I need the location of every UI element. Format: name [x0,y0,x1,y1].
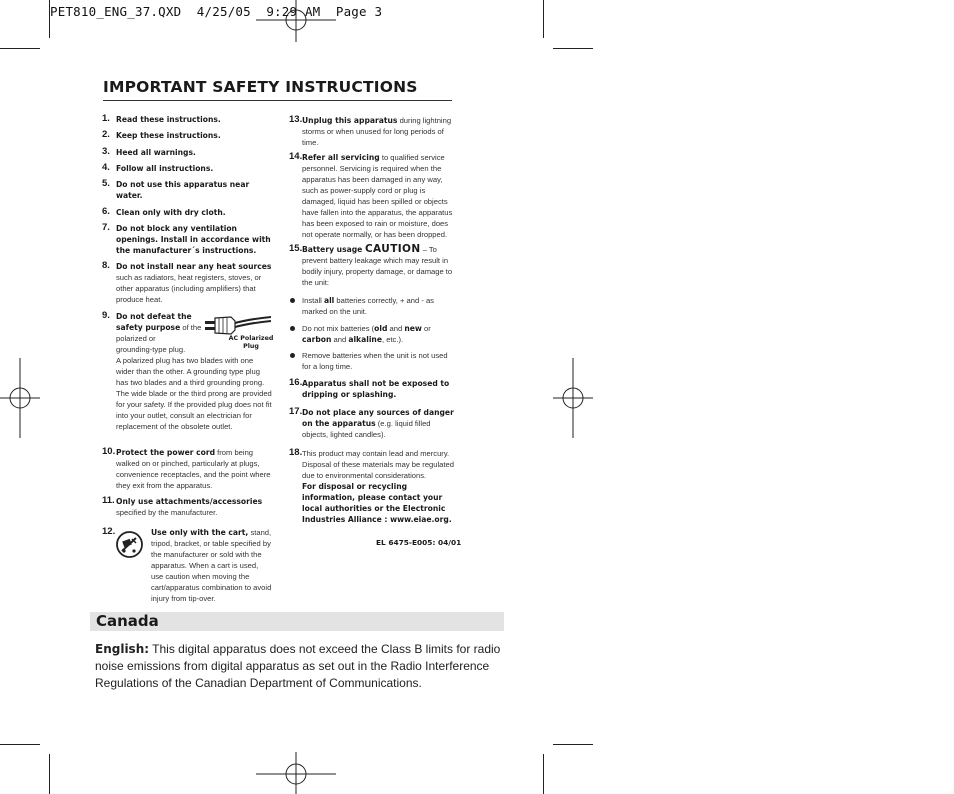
bullet-text-bold: carbon [302,335,332,344]
notice-text: This digital apparatus does not exceed the Class B limits for radio noise emissions from digital apparatus as set out in the Radio Interference Regulations of the Canadian Department of Communications. [95,642,501,690]
crop-mark [553,744,593,745]
item-text: This product may contain lead and mercury. Disposal of these materials may be regulated due to environmental considerations. [302,449,454,480]
item-number: 14. [289,151,303,162]
plug-icon [205,313,271,337]
crop-mark [49,0,50,38]
bullet-text-bold: alkaline [348,335,382,344]
instruction-item [102,129,272,141]
item-text: of the [180,323,202,332]
item-number: 17. [289,406,303,417]
title-rule [103,100,452,101]
instruction-item [102,113,272,125]
registration-mark-icon [256,752,336,794]
plug-label: AC Polarized Plug [228,335,274,350]
item-number: 10. [102,446,116,457]
instruction-item [102,446,272,491]
caution-label: CAUTION [364,243,421,255]
bullet-text: and [387,324,405,333]
item-text-bold: Refer all servicing [302,153,380,162]
instruction-item [102,495,272,518]
item-text-bold: Do not defeat the [116,312,192,321]
item-text: Clean only with dry cloth. [116,208,226,217]
canada-notice [95,641,505,692]
page-title: IMPORTANT SAFETY INSTRUCTIONS [103,78,418,96]
item-number: 12. [102,526,116,537]
item-number: 4. [102,162,110,173]
item-text: such as radiators, heat registers, stoves, or other apparatus (including amplifiers) that produce heat. [116,273,262,304]
item-text-bold: Battery usage [302,245,365,254]
item-number: 16. [289,377,303,388]
bullet-icon [290,353,295,358]
bullet-text-bold: all [323,296,335,305]
item-number: 9. [102,310,110,321]
bullet-text: Remove batteries when the unit is not used for a long time. [302,351,448,371]
item-text: (e.g. liquid filled objects, lighted candles). [302,419,431,439]
item-text: specified by the manufacturer. [116,508,218,517]
instruction-item [102,260,272,305]
section-title: Canada [96,612,159,630]
notice-lead: English: [95,642,150,656]
item-text: Read these instructions. [116,115,221,124]
crop-mark [0,48,40,49]
instruction-item [102,162,272,174]
item-text: Heed all warnings. [116,148,196,157]
item-text: Follow all instructions. [116,164,214,173]
item-text: grounding-type plug. [116,345,186,354]
bullet-text: Do not mix batteries ( [302,324,375,333]
instruction-item [289,377,458,400]
bullet-text: and [331,335,349,344]
item-text-bold: Use only with the cart, [151,528,249,537]
item-number: 13. [289,114,303,125]
instruction-item [289,151,458,240]
item-text-bold: Unplug this apparatus [302,116,398,125]
item-text: – To prevent battery leakage which may result in bodily injury, property damage, or damage to the unit: [302,245,453,287]
item-text: stand, tripod, bracket, or table specified by the manufacturer or sold with the apparatus. When a cart is used, use caution when moving the cart/apparatus combination to avoid injury from tip-over. [151,528,272,603]
item-text-bold: safety purpose [116,323,181,332]
bullet-icon [290,326,295,331]
item-text: from being walked on or pinched, particularly at plugs, convenience receptacles, and the point where they exit from the apparatus. [116,448,271,490]
crop-mark [49,754,50,794]
item-number: 1. [102,113,110,124]
item-number: 7. [102,222,110,233]
item-text: during lightning storms or when unused for long periods of time. [302,116,452,147]
item-number: 2. [102,129,110,140]
registration-mark-icon [0,358,40,438]
item-number: 3. [102,146,110,157]
instruction-item [289,447,458,525]
instruction-item-text [151,527,272,604]
instruction-item [289,243,458,288]
crop-mark [543,0,544,38]
item-text-bold: Protect the power cord [116,448,216,457]
cart-tipover-icon [116,531,143,558]
instruction-item [289,406,458,440]
item-text-bold: For disposal or recycling information, please contact your local authorities or the Electronic Industries Alliance : www.eiae.org. [302,482,452,524]
bullet-item [302,295,458,317]
item-text-bold: Do not place any sources of danger on the apparatus [302,408,454,428]
bullet-text-bold: new [404,324,422,333]
item-number: 11. [102,495,115,506]
registration-mark-icon [553,358,593,438]
bullet-text: batteries correctly, + and - as marked on the unit. [302,296,434,316]
instruction-item [102,206,272,218]
bullet-item [302,350,458,372]
item-number: 8. [102,260,110,271]
item-number: 5. [102,178,110,189]
item-text: A polarized plug has two blades with one wider than the other. A grounding type plug has two blades and a third grounding prong. The wide blade or the third prong are provided for your safety. If the provided plug does not fit into your outlet, consult an electrician for replacement of the obsolete outlet. [116,356,272,431]
item-number: 15. [289,243,303,254]
item-text-bold: Only use attachments/accessories [116,497,263,506]
slug-line: PET810_ENG_37.QXD 4/25/05 9:29 AM Page 3 [50,4,383,19]
item-text: to qualified service personnel. Servicing is required when the apparatus has been damaged in any way, such as power-supply cord or plug is damaged, liquid has been spilled or objects have fallen into the apparatus, the apparatus has been exposed to rain or moisture, does not operate normally, or has been dropped. [302,153,453,239]
bullet-text: or [421,324,431,333]
item-text: Do not use this apparatus near water. [116,180,250,200]
instruction-item [102,178,256,201]
instruction-item [289,114,458,148]
item-number: 6. [102,206,110,217]
document-code: EL 6475-E005: 04/01 [376,538,462,547]
item-text: Keep these instructions. [116,131,221,140]
item-text: Do not block any ventilation openings. Install in accordance with the manufacturer´s instructions. [116,224,271,255]
instruction-item [102,146,272,158]
bullet-icon [290,298,295,303]
item-text-bold: Apparatus shall not be exposed to dripping or splashing. [302,379,450,399]
instruction-item [102,222,272,256]
crop-mark [553,48,593,49]
bullet-item [302,323,458,345]
item-number: 18. [289,447,303,458]
crop-mark [0,744,40,745]
item-text-bold: Do not install near any heat sources [116,262,272,271]
item-text: polarized or [116,334,156,343]
registration-mark-icon [256,0,336,42]
bullet-text: Install [302,296,324,305]
bullet-text-bold: old [374,324,388,333]
crop-mark [543,754,544,794]
bullet-text: , etc.). [382,335,404,344]
